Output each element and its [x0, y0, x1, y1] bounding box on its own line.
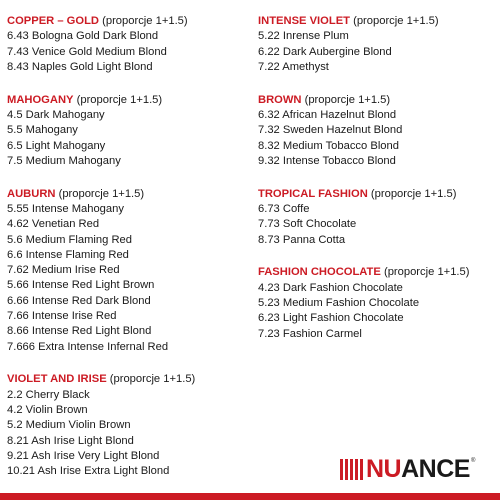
list-item: 8.32 Medium Tobacco Blond — [258, 139, 399, 152]
list-item: 6.66 Intense Red Dark Blond — [7, 294, 151, 307]
group-header — [7, 372, 252, 387]
group-title: FASHION CHOCOLATE — [258, 266, 381, 279]
list-item: 7.5 Medium Mahogany — [7, 154, 121, 167]
logo-text-ance: ANCE — [401, 455, 470, 483]
list-item: 8.21 Ash Irise Light Blond — [7, 434, 134, 447]
group-header — [7, 93, 252, 108]
list-item: 5.66 Intense Red Light Brown — [7, 279, 155, 292]
list-item: 10.21 Ash Irise Extra Light Blond — [7, 465, 170, 478]
group-header — [7, 187, 252, 202]
group-note: (proporcje 1+1.5) — [55, 187, 145, 200]
list-item: 7.66 Intense Irise Red — [7, 310, 117, 323]
group-header — [258, 14, 498, 29]
list-item: 7.32 Sweden Hazelnut Blond — [258, 124, 403, 137]
group-header — [258, 187, 498, 202]
list-item: 7.23 Fashion Carmel — [258, 327, 362, 340]
list-item: 7.43 Venice Gold Medium Blond — [7, 45, 167, 58]
list-item: 9.21 Ash Irise Very Light Blond — [7, 449, 160, 462]
list-item: 6.43 Bologna Gold Dark Blond — [7, 30, 159, 43]
list-item: 8.73 Panna Cotta — [258, 233, 346, 246]
group-auburn — [7, 187, 252, 355]
list-item: 6.32 African Hazelnut Blond — [258, 108, 397, 121]
group-title: TROPICAL FASHION — [258, 187, 368, 200]
list-item: 7.73 Soft Chocolate — [258, 218, 357, 231]
group-title: COPPER – GOLD — [7, 15, 100, 27]
group-brown — [258, 93, 498, 169]
group-fashion-chocolate — [258, 265, 498, 341]
list-item: 6.6 Intense Flaming Red — [7, 248, 129, 261]
list-item: 5.6 Medium Flaming Red — [7, 233, 132, 246]
group-header — [258, 265, 498, 280]
logo-stripes-icon — [340, 459, 363, 480]
footer-bar — [0, 493, 500, 500]
list-item: 7.62 Medium Irise Red — [7, 264, 120, 277]
group-violet-irise — [7, 372, 252, 479]
group-title: AUBURN — [7, 187, 56, 200]
list-item: 6.5 Light Mahogany — [7, 139, 106, 152]
list-item: 6.73 Coffe — [258, 202, 310, 215]
list-item: 5.5 Mahogany — [7, 124, 78, 137]
list-item: 5.22 Inrense Plum — [258, 30, 349, 43]
group-mahogany — [7, 93, 252, 169]
right-column — [258, 14, 498, 359]
group-header — [7, 14, 252, 29]
group-note: (proporcje 1+1.5) — [106, 373, 196, 386]
list-item: 4.5 Dark Mahogany — [7, 108, 105, 121]
group-note: (proporcje 1+1.5) — [301, 93, 391, 106]
list-item: 7.22 Amethyst — [258, 60, 329, 73]
group-note: (proporcje 1+1.5) — [73, 93, 163, 106]
list-item: 8.66 Intense Red Light Blond — [7, 325, 152, 338]
group-note: (proporcje 1+1.5) — [350, 15, 439, 27]
list-item: 5.55 Intense Mahogany — [7, 202, 124, 215]
list-item: 7.666 Extra Intense Infernal Red — [7, 340, 169, 353]
list-item: 2.2 Cherry Black — [7, 388, 90, 401]
list-item: 6.22 Dark Aubergine Blond — [258, 45, 392, 58]
group-intense-violet — [258, 14, 498, 75]
group-tropical-fashion — [258, 187, 498, 248]
group-copper-gold — [7, 14, 252, 75]
list-item: 4.23 Dark Fashion Chocolate — [258, 281, 403, 294]
list-item: 6.23 Light Fashion Chocolate — [258, 312, 404, 325]
list-item: 4.62 Venetian Red — [7, 218, 100, 231]
group-title: MAHOGANY — [7, 93, 74, 106]
registered-mark: ® — [470, 458, 476, 464]
list-item: 9.32 Intense Tobacco Blond — [258, 154, 396, 167]
list-item: 5.2 Medium Violin Brown — [7, 419, 131, 432]
list-item: 5.23 Medium Fashion Chocolate — [258, 296, 420, 309]
group-header — [258, 93, 498, 108]
list-item: 8.43 Naples Gold Light Blond — [7, 60, 153, 73]
group-note: (proporcje 1+1.5) — [367, 187, 457, 200]
group-title: INTENSE VIOLET — [258, 15, 350, 27]
list-item: 4.2 Violin Brown — [7, 404, 88, 417]
group-note: (proporcje 1+1.5) — [380, 266, 470, 279]
group-note: (proporcje 1+1.5) — [99, 15, 188, 27]
logo-text-nu: NU — [366, 455, 402, 483]
group-title: VIOLET AND IRISE — [7, 373, 107, 386]
nuance-logo — [340, 457, 475, 481]
left-column — [7, 14, 252, 497]
group-title: BROWN — [258, 93, 302, 106]
